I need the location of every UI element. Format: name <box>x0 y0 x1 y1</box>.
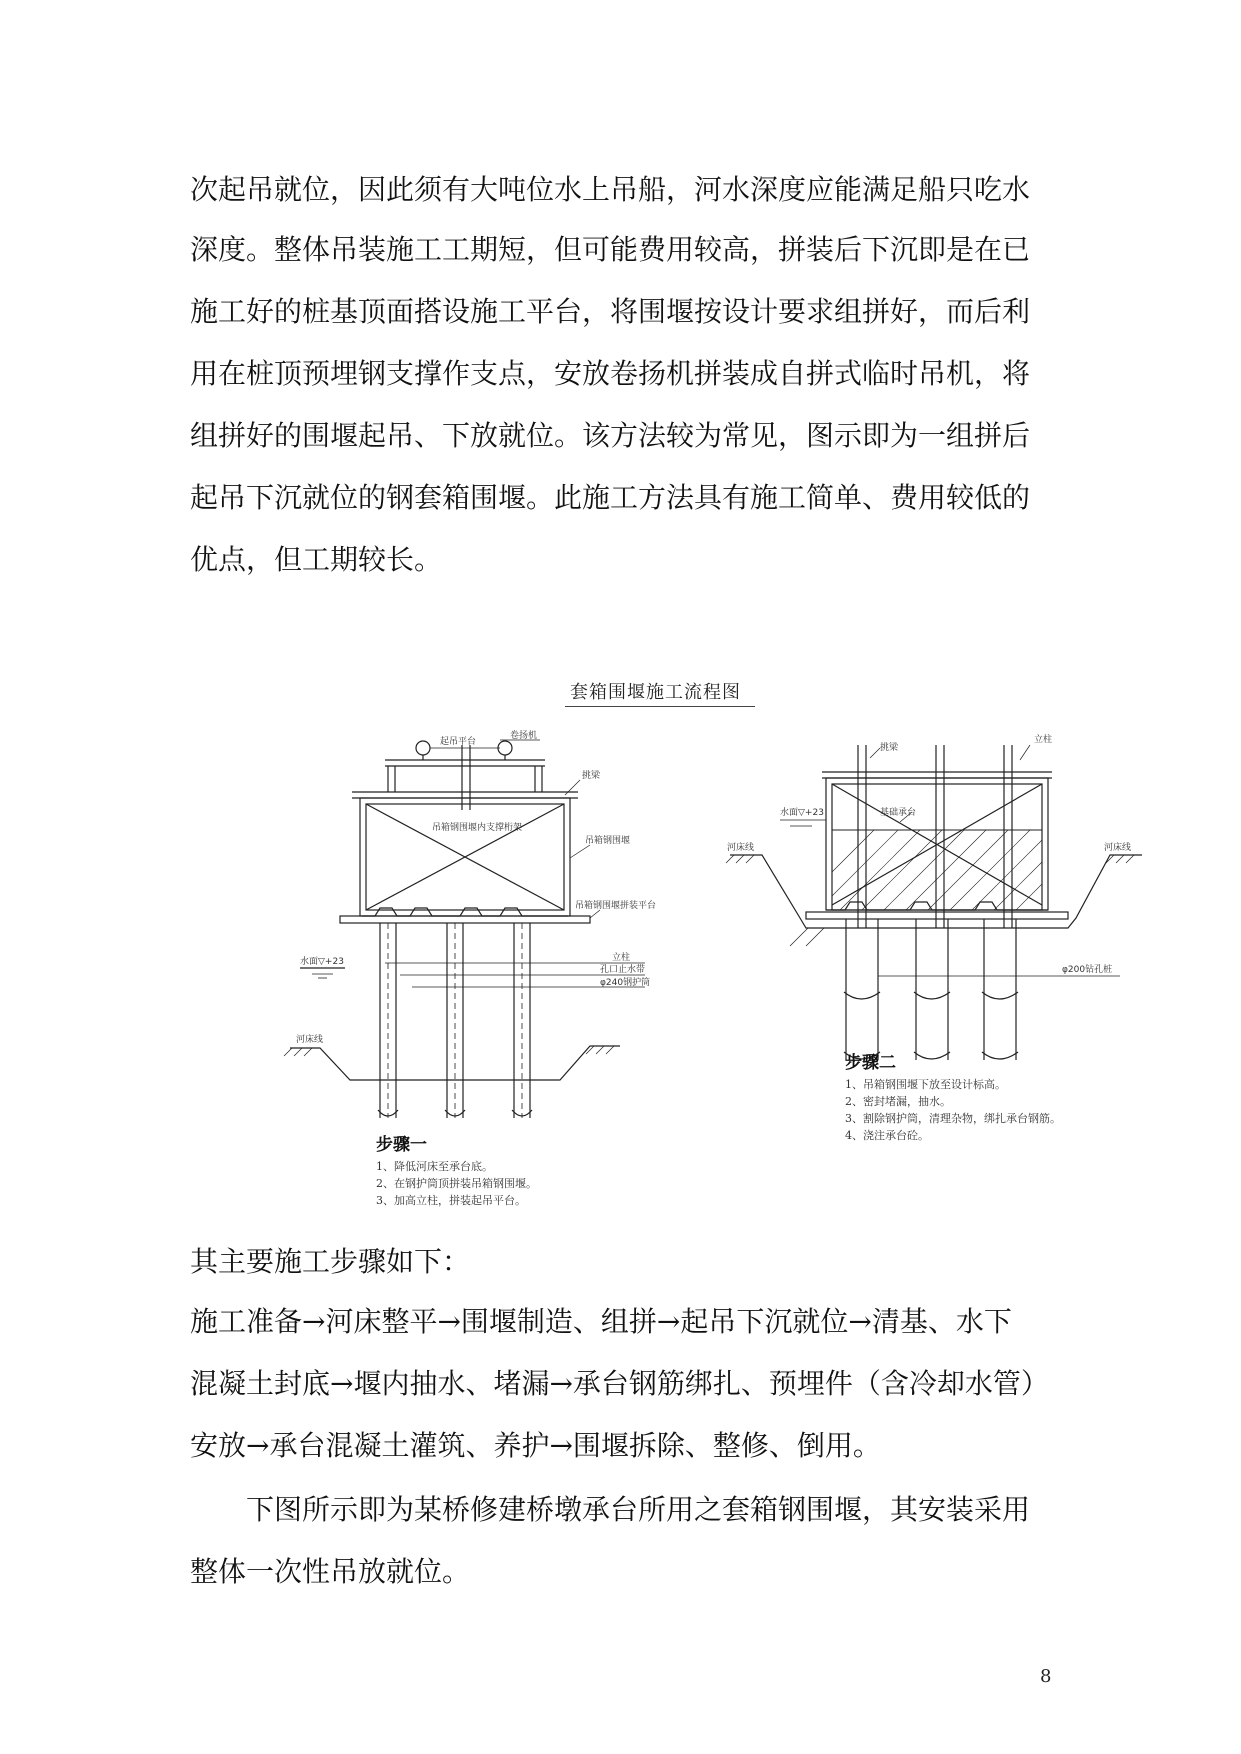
text-line: 整体一次性吊放就位。 <box>190 1555 471 1588</box>
label-steel-cofferdam: 吊箱钢围堰 <box>585 836 631 846</box>
page-number: 8 <box>1040 1666 1052 1687</box>
text-line: 用在桩顶预埋钢支撑作支点，安放卷扬机拼装成自拼式临时吊机，将 <box>190 357 1031 390</box>
pulley-left <box>416 741 430 755</box>
text-line: 施工好的桩基顶面搭设施工平台，将围堰按设计要求组拼好，而后利 <box>190 295 1031 328</box>
text-line: 施工准备→河床整平→围堰制造、组拼→起吊下沉就位→清基、水下 <box>190 1305 1012 1338</box>
label-inner-brace: 吊箱钢围堰内支撑桁架 <box>432 823 523 833</box>
step2-title: 步骤二 <box>845 1053 896 1073</box>
foundation-cap-hatch <box>832 830 1042 910</box>
text-line: 深度。整体吊装施工工期短，但可能费用较高，拼装后下沉即是在已 <box>190 233 1031 266</box>
step2-note: 2、密封堵漏，抽水。 <box>845 1095 951 1108</box>
label-beam-step2: 挑梁 <box>880 743 899 753</box>
label-bored-pile: φ200钻孔桩 <box>1062 965 1113 975</box>
label-water-level-step2: 水面▽+23 <box>780 808 824 818</box>
text-line: 其主要施工步骤如下： <box>190 1245 471 1278</box>
steel-casings <box>378 923 532 1118</box>
step1-note: 2、在钢护筒顶拼装吊箱钢围堰。 <box>376 1177 537 1190</box>
step1-note: 1、降低河床至承台底。 <box>376 1160 493 1173</box>
label-column-step2: 立柱 <box>1034 735 1053 745</box>
step2-note: 3、割除钢护筒，清理杂物，绑扎承台钢筋。 <box>845 1112 1061 1125</box>
text-line: 起吊下沉就位的钢套箱围堰。此施工方法具有施工简单、费用较低的 <box>190 481 1031 514</box>
text-line: 混凝土封底→堰内抽水、堵漏→承台钢筋绑扎、预埋件（含冷却水管） <box>190 1367 1049 1400</box>
step2-note: 4、浇注承台砼。 <box>845 1129 929 1142</box>
bored-piles <box>844 919 1018 1060</box>
label-column: 立柱 <box>612 953 631 963</box>
label-foundation-cap: 基础承台 <box>880 808 917 818</box>
step2-drawing <box>726 733 1142 1060</box>
label-assembly-platform: 吊箱钢围堰拼装平台 <box>575 901 657 911</box>
step1-note: 3、加高立柱，拼装起吊平台。 <box>376 1194 526 1207</box>
assembly-platform <box>340 916 590 923</box>
figure-title: 套箱围堰施工流程图 <box>570 682 741 703</box>
base-slab <box>806 912 1068 919</box>
text-line: 优点，但工期较长。 <box>190 543 443 576</box>
label-casing: φ240钢护筒 <box>600 978 651 988</box>
label-riverbed-right: 河床线 <box>1104 843 1132 853</box>
text-line: 组拼好的围堰起吊、下放就位。该方法较为常见，图示即为一组拼后 <box>190 419 1031 452</box>
label-water-level: 水面▽+23 <box>300 957 344 967</box>
step1-title: 步骤一 <box>376 1135 427 1155</box>
step1-drawing <box>284 729 656 1118</box>
label-lifting-platform: 起吊平台 <box>440 737 477 747</box>
step2-note: 1、吊箱钢围堰下放至设计标高。 <box>845 1078 1006 1091</box>
label-riverbed: 河床线 <box>296 1035 324 1045</box>
label-beam: 挑梁 <box>582 771 601 781</box>
label-riverbed-left: 河床线 <box>727 843 755 853</box>
text-line: 安放→承台混凝土灌筑、养护→围堰拆除、整修、倒用。 <box>190 1429 881 1462</box>
label-winch: 卷扬机 <box>510 731 538 741</box>
text-line: 次起吊就位，因此须有大吨位水上吊船，河水深度应能满足船只吃水 <box>190 173 1031 206</box>
label-waterstop: 孔口止水带 <box>600 965 646 975</box>
pulley-right <box>498 741 512 755</box>
text-line: 下图所示即为某桥修建桥墩承台所用之套箱钢围堰，其安装采用 <box>246 1493 1031 1526</box>
